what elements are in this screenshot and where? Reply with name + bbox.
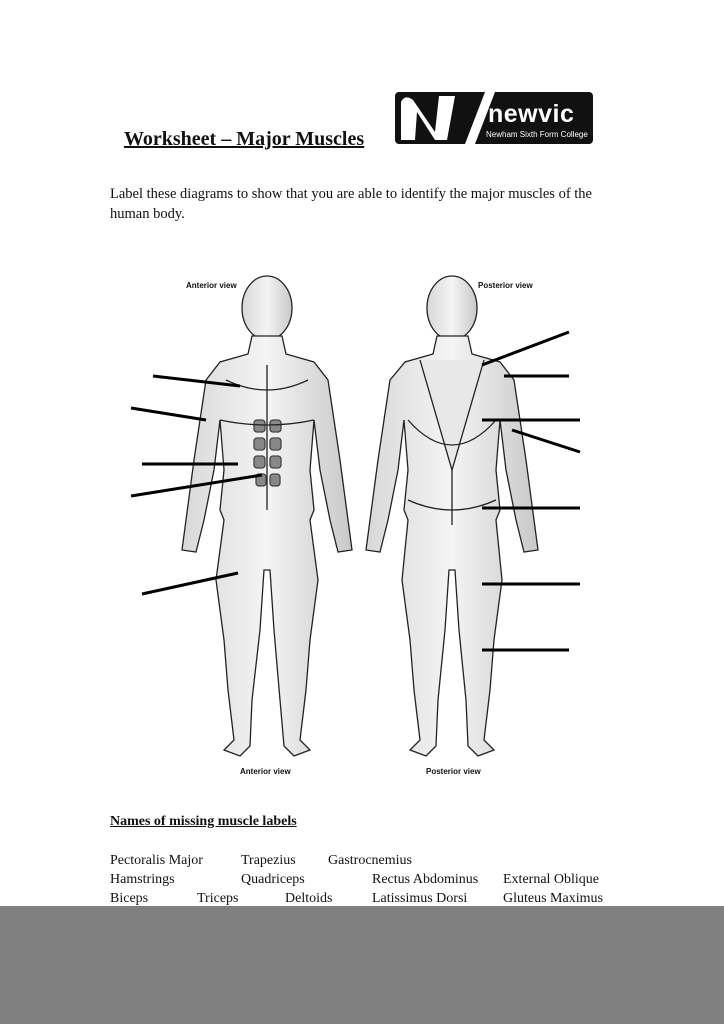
muscle-name: Pectoralis Major bbox=[110, 853, 203, 868]
muscle-name: Latissimus Dorsi bbox=[372, 891, 468, 906]
posterior-figure bbox=[366, 276, 538, 756]
anterior-view-label-top: Anterior view bbox=[186, 281, 237, 290]
muscle-name: Rectus Abdominus bbox=[372, 872, 479, 887]
cropped-overlay bbox=[0, 906, 724, 1024]
page-title: Worksheet – Major Muscles bbox=[124, 128, 365, 150]
muscle-name: Gluteus Maximus bbox=[503, 891, 603, 906]
anterior-view-label-bottom: Anterior view bbox=[240, 767, 291, 776]
logo-subtitle: Newham Sixth Form College bbox=[486, 130, 588, 139]
muscle-name: Gastrocnemius bbox=[328, 853, 412, 868]
muscle-name: Triceps bbox=[197, 891, 239, 906]
names-heading: Names of missing muscle labels bbox=[110, 814, 297, 829]
anterior-figure bbox=[182, 276, 352, 756]
muscle-name: Quadriceps bbox=[241, 872, 305, 887]
posterior-view-label-top: Posterior view bbox=[478, 281, 533, 290]
muscle-name: Trapezius bbox=[241, 853, 296, 868]
muscle-name: External Oblique bbox=[503, 872, 600, 887]
posterior-view-label-bottom: Posterior view bbox=[426, 767, 481, 776]
muscle-diagram bbox=[120, 270, 600, 790]
instructions: Label these diagrams to show that you are able to identify the major muscles of the human body. bbox=[110, 186, 592, 222]
muscle-name: Hamstrings bbox=[110, 872, 175, 887]
muscle-name: Biceps bbox=[110, 891, 149, 906]
muscle-name: Deltoids bbox=[285, 891, 333, 906]
logo-name: newvic bbox=[488, 100, 575, 128]
